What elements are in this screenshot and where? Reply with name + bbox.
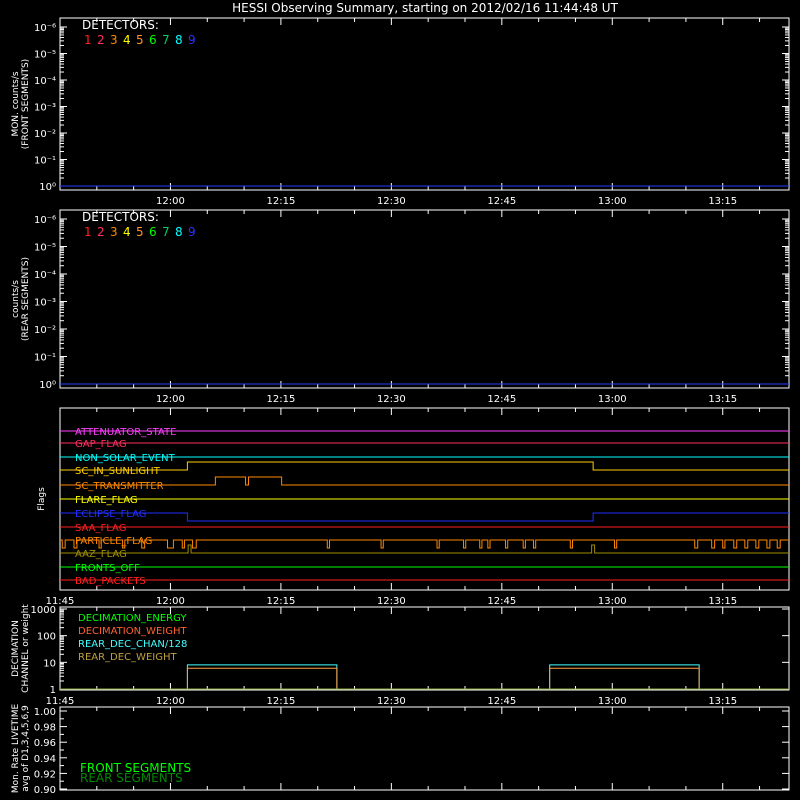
front-y-tick-label: 10⁻² (33, 129, 56, 140)
flags-x-tick-label: 13:00 (597, 596, 627, 607)
livetime-legend-0: FRONT SEGMENTS (80, 761, 192, 775)
decimation-legend-3: REAR_DEC_WEIGHT (78, 652, 177, 663)
rear-y-tick-label: 10⁻⁶ (33, 215, 56, 226)
decimation-x-tick-label: 12:00 (156, 696, 185, 707)
front-x-tick-label: 12:30 (376, 196, 406, 207)
front-x-tick-label: 12:15 (266, 196, 296, 207)
front-detector-5: 5 (136, 33, 144, 47)
front-x-tick-label: 13:15 (708, 196, 738, 207)
rear-detector-7: 7 (162, 225, 170, 239)
flags-x-tick-label: 12:45 (487, 596, 517, 607)
front-x-tick-label: 12:00 (156, 196, 185, 207)
decimation-y-tick-label: 10 (43, 658, 56, 670)
rear-detector-5: 5 (136, 225, 144, 239)
flag-label-fronts_off: FRONTS_OFF (75, 563, 140, 574)
flag-label-sc_transmitter: SC_TRANSMITTER (75, 481, 164, 492)
front-detector-1: 1 (84, 33, 92, 47)
flag-label-eclipse_flag: ECLIPSE_FLAG (75, 509, 147, 520)
decimation-y-tick-label: 1000 (30, 605, 56, 616)
rear-detector-6: 6 (149, 225, 157, 239)
flags-x-tick-label: 13:15 (708, 596, 738, 607)
decimation-y-axis-label: DECIMATIONCHANNEL or weight (11, 604, 31, 693)
rear-x-tick-label: 12:00 (156, 394, 185, 405)
flag-label-non_solar_event: NON_SOLAR_EVENT (75, 453, 175, 464)
flag-label-aaz_flag: AAZ_FLAG (75, 549, 127, 560)
front-y-tick-label: 10⁻³ (33, 102, 56, 114)
front-legend-title: DETECTORS: (82, 18, 159, 32)
rear-detector-2: 2 (97, 225, 105, 239)
rear-y-tick-label: 10⁻⁵ (33, 242, 56, 254)
decimation-x-tick-label: 13:15 (708, 696, 738, 707)
livetime-y-tick-label: 1.00 (33, 707, 56, 718)
front-detector-3: 3 (110, 33, 118, 47)
decimation-x-tick-label: 13:00 (597, 696, 627, 707)
flag-label-particle_flag: PARTICLE_FLAG (75, 536, 153, 547)
decimation-legend-0: DECIMATION_ENERGY (78, 613, 187, 624)
rear-detector-1: 1 (84, 225, 92, 239)
livetime-y-tick-label: 0.98 (33, 722, 56, 734)
livetime-legend-1: REAR SEGMENTS (80, 771, 183, 785)
livetime-y-tick-label: 0.94 (33, 753, 56, 765)
rear-detector-4: 4 (123, 225, 131, 239)
chart-title: HESSI Observing Summary, starting on 2012/02/16 11:44:48 UT (232, 1, 618, 15)
flag-label-bad_packets: BAD_PACKETS (75, 576, 146, 587)
rear-y-axis-label: counts/s(REAR SEGMENTS) (11, 256, 31, 342)
decimation-legend-2: REAR_DEC_CHAN/128 (78, 639, 188, 650)
flags-x-tick-label: 12:30 (376, 596, 406, 607)
front-x-tick-label: 12:45 (487, 196, 517, 207)
flag-label-flare_flag: FLARE_FLAG (75, 495, 138, 506)
rear-legend-title: DETECTORS: (82, 210, 159, 224)
rear-y-tick-label: 10⁰ (39, 380, 56, 391)
rear-x-tick-label: 12:15 (266, 394, 296, 405)
rear-x-tick-label: 13:15 (708, 394, 738, 405)
front-detector-8: 8 (175, 33, 183, 47)
rear-x-tick-label: 13:00 (597, 394, 627, 405)
front-detector-2: 2 (97, 33, 105, 47)
decimation-y-tick-label: 1 (49, 685, 56, 696)
decimation-x-tick-label: 12:45 (487, 696, 517, 707)
flags-y-axis-label: Flags (37, 487, 47, 511)
rear-y-tick-label: 10⁻² (33, 325, 56, 336)
flags-x-tick-label: 12:15 (266, 596, 296, 607)
front-detector-4: 4 (123, 33, 131, 47)
decimation-x-tick-label: 12:15 (266, 696, 296, 707)
livetime-y-tick-label: 0.96 (33, 738, 56, 750)
rear-detector-9: 9 (188, 225, 196, 239)
front-y-tick-label: 10⁻⁶ (33, 23, 56, 34)
flag-label-sc_in_sunlight: SC_IN_SUNLIGHT (75, 466, 160, 477)
rear-y-tick-label: 10⁻⁴ (33, 270, 56, 281)
flag-label-saa_flag: SAA_FLAG (75, 523, 127, 534)
front-x-tick-label: 13:00 (597, 196, 627, 207)
livetime-y-tick-label: 0.90 (33, 785, 56, 796)
decimation-x-tick-label: 12:30 (376, 696, 406, 707)
flag-label-attenuator_state: ATTENUATOR_STATE (75, 427, 177, 438)
front-detector-9: 9 (188, 33, 196, 47)
livetime-y-tick-label: 0.92 (33, 769, 56, 781)
front-y-tick-label: 10⁻⁴ (33, 76, 56, 87)
front-y-tick-label: 10⁰ (39, 182, 56, 193)
front-detector-7: 7 (162, 33, 170, 47)
decimation-legend-1: DECIMATION_WEIGHT (78, 626, 187, 637)
decimation-x-tick-label: 11:45 (45, 696, 75, 707)
rear-detector-3: 3 (110, 225, 118, 239)
front-y-axis-label: MON. counts/s(FRONT SEGMENTS) (11, 58, 31, 150)
front-detector-6: 6 (149, 33, 157, 47)
rear-y-tick-label: 10⁻¹ (33, 352, 56, 364)
decimation-y-tick-label: 100 (36, 631, 56, 643)
front-y-tick-label: 10⁻¹ (33, 155, 56, 167)
rear-x-tick-label: 12:45 (487, 394, 517, 405)
flag-label-gap_flag: GAP_FLAG (75, 439, 127, 450)
front-y-tick-label: 10⁻⁵ (33, 49, 56, 61)
rear-detector-8: 8 (175, 225, 183, 239)
flags-x-tick-label: 11:45 (45, 596, 75, 607)
rear-y-tick-label: 10⁻³ (33, 297, 56, 309)
rear-x-tick-label: 12:30 (376, 394, 406, 405)
flags-x-tick-label: 12:00 (156, 596, 185, 607)
livetime-y-axis-label: Mon. Rate LIVETIMEavg of D1,3,4,5,6,9 (11, 703, 31, 794)
